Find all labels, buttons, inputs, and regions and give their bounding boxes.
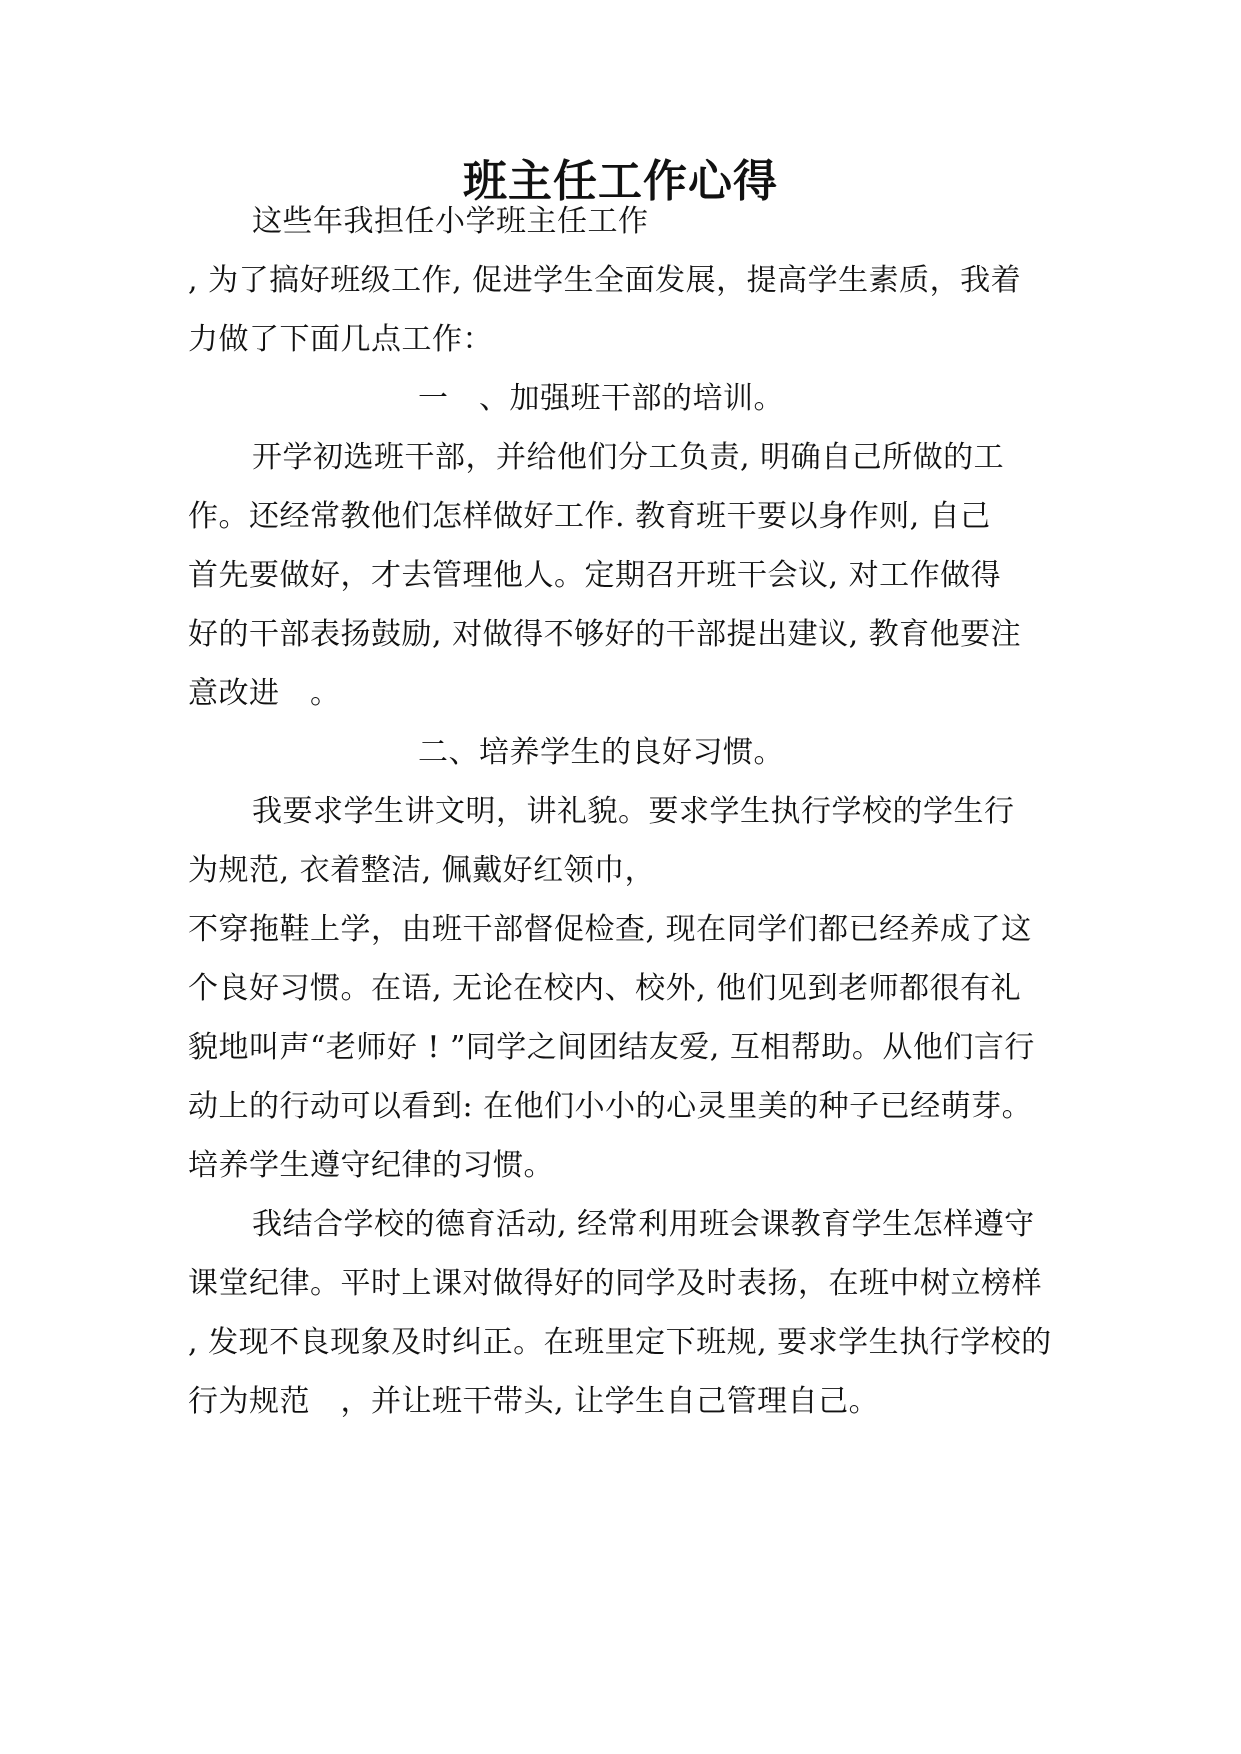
text-line: 貌地叫声“老师好 ! ”同学之间团结友爱, 互相帮助。从他们言行 bbox=[188, 1030, 1035, 1065]
section-heading: 二、培养学生的良好习惯。 bbox=[418, 735, 784, 770]
section-heading: 一 、加强班干部的培训。 bbox=[418, 381, 784, 416]
text-line: 课堂纪律。平时上课对做得好的同学及时表扬，在班中树立榜样 bbox=[188, 1266, 1042, 1301]
text-line: 不穿拖鞋上学，由班干部督促检查, 现在同学们都已经养成了这 bbox=[188, 912, 1032, 947]
text-line: 开学初选班干部，并给他们分工负责, 明确自己所做的工 bbox=[252, 440, 1005, 475]
text-line: 为规范, 衣着整洁, 佩戴好红领巾， bbox=[188, 853, 656, 888]
text-line: , 为了搞好班级工作, 促进学生全面发展，提高学生素质，我着 bbox=[188, 263, 1022, 298]
text-line: 个良好习惯。在语, 无论在校内、校外, 他们见到老师都很有礼 bbox=[188, 971, 1022, 1006]
text-line: 行为规范 ，并让班干带头, 让学生自己管理自己。 bbox=[188, 1384, 880, 1419]
text-line: 我要求学生讲文明，讲礼貌。要求学生执行学校的学生行 bbox=[252, 794, 1015, 829]
text-line: 我结合学校的德育活动, 经常利用班会课教育学生怎样遵守 bbox=[252, 1207, 1035, 1242]
text-line: 动上的行动可以看到: 在他们小小的心灵里美的种子已经萌芽。 bbox=[188, 1089, 1033, 1124]
document-title: 班主任工作心得 bbox=[463, 156, 778, 207]
text-line: 培养学生遵守纪律的习惯。 bbox=[188, 1148, 554, 1183]
text-line: , 发现不良现象及时纠正。在班里定下班规, 要求学生执行学校的 bbox=[188, 1325, 1052, 1360]
text-line: 首先要做好，才去管理他人。定期召开班干会议, 对工作做得 bbox=[188, 558, 1002, 593]
text-line: 作。还经常教他们怎样做好工作. 教育班干要以身作则, 自己 bbox=[188, 499, 991, 534]
text-line: 力做了下面几点工作： bbox=[188, 322, 493, 357]
text-line: 意改进 。 bbox=[188, 676, 341, 711]
text-line: 好的干部表扬鼓励, 对做得不够好的干部提出建议, 教育他要注 bbox=[188, 617, 1022, 652]
text-line: 这些年我担任小学班主任工作 bbox=[252, 204, 649, 239]
